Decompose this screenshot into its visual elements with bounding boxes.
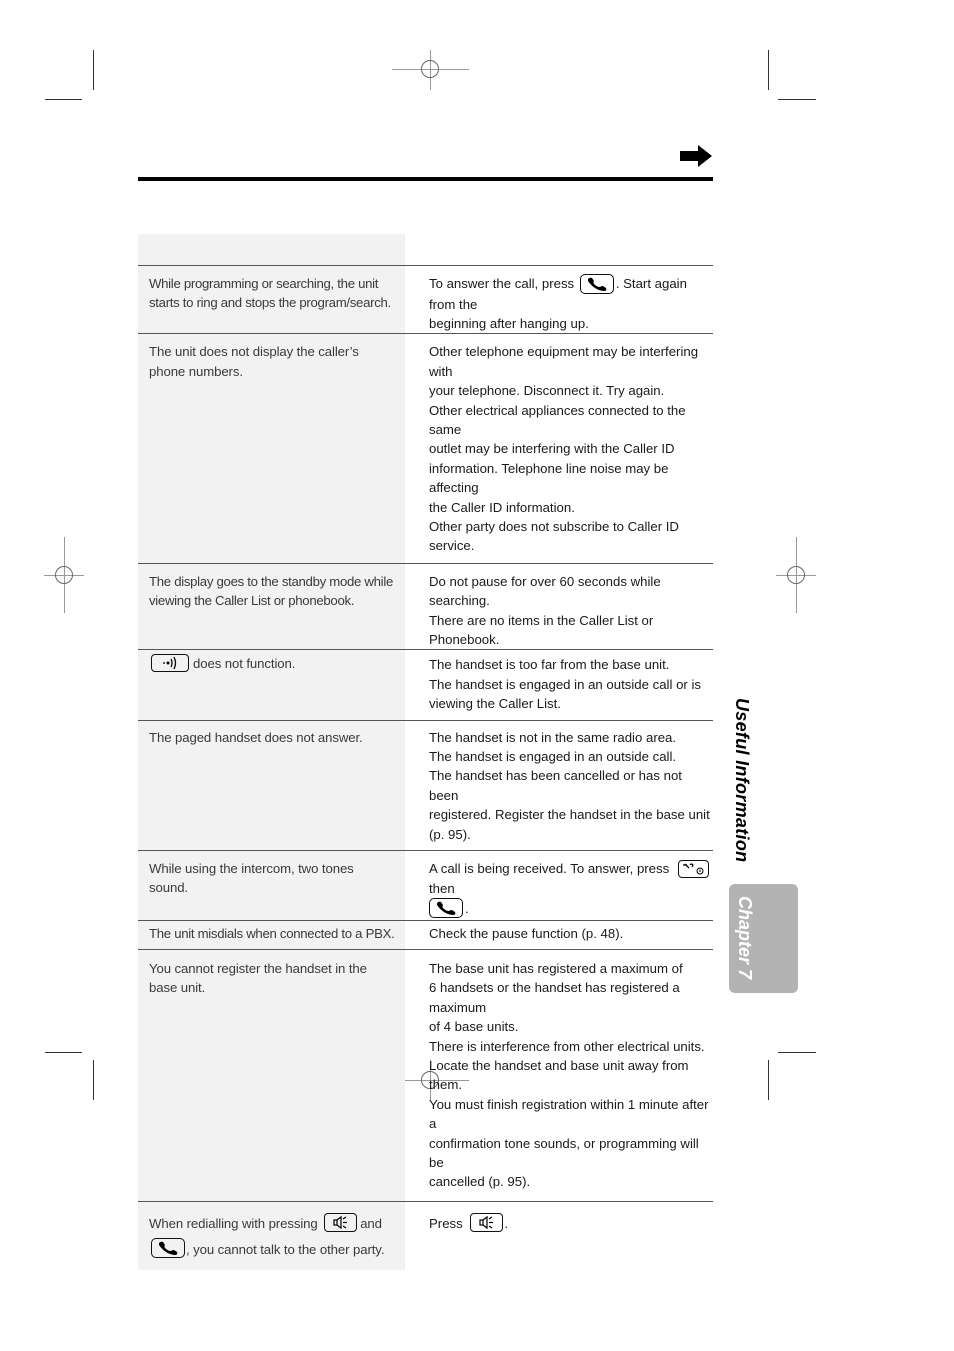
remedy-cell xyxy=(405,334,713,563)
remedy-line: The handset is not in the same radio area. xyxy=(429,729,677,745)
problem-cell xyxy=(138,266,405,334)
problem-cell xyxy=(138,920,405,949)
remedy-cell xyxy=(405,720,713,850)
problem-cell xyxy=(138,1201,405,1270)
chapter-tab: Chapter 7 xyxy=(729,884,798,993)
crop-mark xyxy=(45,1052,82,1053)
crop-mark xyxy=(768,1060,769,1100)
problem-line: The display goes to the standby mode while xyxy=(149,573,393,589)
header-rule xyxy=(138,177,713,181)
table-row xyxy=(138,563,713,650)
remedy-line: Other telephone equipment may be interfering with xyxy=(429,344,699,379)
problem-line: The paged handset does not answer. xyxy=(149,729,363,745)
registration-mark xyxy=(421,60,439,78)
crop-mark xyxy=(93,50,94,90)
crop-mark xyxy=(93,1060,94,1100)
speaker-button-icon xyxy=(470,1213,503,1232)
problem-line: phone numbers. xyxy=(149,363,243,379)
intercom-answer-button-icon xyxy=(678,860,709,878)
remedy-line: the Caller ID information. xyxy=(429,499,575,515)
problem-line: The unit does not display the caller’s xyxy=(149,344,359,360)
problem-line: starts to ring and stops the program/search. xyxy=(149,295,391,311)
registration-mark xyxy=(787,566,805,584)
remedy-line: To answer the call, press . Start again from the xyxy=(429,274,713,314)
remedy-cell xyxy=(405,563,713,650)
problem-line: While using the intercom, two tones xyxy=(149,861,354,877)
talk-button-icon xyxy=(429,898,463,918)
remedy-line: information. Telephone line noise may be affecting xyxy=(429,460,669,496)
problem-column-header xyxy=(138,234,405,266)
problem-line: viewing the Caller List or phonebook. xyxy=(149,593,355,609)
problem-line: The unit misdials when connected to a PBX. xyxy=(149,925,395,941)
problem-line: While programming or searching, the unit xyxy=(149,276,379,291)
problem-cell xyxy=(138,563,405,650)
problem-line: When redialling with pressing and xyxy=(149,1211,399,1237)
table-row xyxy=(138,851,713,920)
crop-mark xyxy=(768,50,769,90)
problem-line: base unit. xyxy=(149,980,206,996)
table-row xyxy=(138,720,713,850)
remedy-cell xyxy=(405,949,713,1201)
table-header-row xyxy=(138,234,713,266)
remedy-line: registered. Register the handset in the base unit xyxy=(429,807,710,823)
remedy-line: beginning after hanging up. xyxy=(429,315,589,331)
remedy-line: 6 handsets or the handset has registered a maximum xyxy=(429,980,680,1015)
remedy-column-header xyxy=(405,234,713,266)
crop-mark xyxy=(778,99,816,100)
remedy-line: confirmation tone sounds, or programming will be xyxy=(429,1135,699,1170)
problem-cell xyxy=(138,650,405,720)
table-row xyxy=(138,949,713,1201)
remedy-line: your telephone. Disconnect it. Try again. xyxy=(429,383,665,399)
crop-mark xyxy=(45,99,82,100)
remedy-line: Other party does not subscribe to Caller ID service. xyxy=(429,518,679,554)
intercom-button-icon xyxy=(151,654,189,672)
remedy-line: cancelled (p. 95). xyxy=(429,1174,531,1190)
remedy-line: . xyxy=(429,899,713,920)
remedy-line: (p. 95). xyxy=(429,826,471,842)
problem-cell xyxy=(138,949,405,1201)
remedy-line: Press . xyxy=(429,1211,713,1237)
table-row xyxy=(138,266,713,334)
remedy-line: The base unit has registered a maximum of xyxy=(429,960,683,976)
troubleshooting-table xyxy=(138,234,713,1270)
problem-line: sound. xyxy=(149,880,188,896)
remedy-line: Locate the handset and base unit away from them. xyxy=(429,1057,689,1093)
remedy-line: The handset has been cancelled or has not been xyxy=(429,768,682,803)
remedy-line: There is interference from other electrical units. xyxy=(429,1038,705,1054)
table-row xyxy=(138,920,713,949)
remedy-line: There are no items in the Caller List or Phonebook. xyxy=(429,612,654,648)
remedy-line: of 4 base units. xyxy=(429,1019,519,1035)
table-row xyxy=(138,650,713,720)
crop-mark xyxy=(778,1052,816,1053)
problem-cell xyxy=(138,720,405,850)
problem-cell xyxy=(138,334,405,563)
remedy-cell xyxy=(405,650,713,720)
registration-mark xyxy=(55,566,73,584)
remedy-line: outlet may be interfering with the Caller ID xyxy=(429,441,675,457)
problem-line: does not function. xyxy=(149,654,399,674)
remedy-cell xyxy=(405,920,713,949)
remedy-cell xyxy=(405,1201,713,1270)
table-row xyxy=(138,1201,713,1270)
remedy-line: Do not pause for over 60 seconds while searching. xyxy=(429,573,661,609)
table-row xyxy=(138,334,713,563)
problem-line: , you cannot talk to the other party. xyxy=(149,1237,399,1263)
remedy-line: The handset is engaged in an outside call or is xyxy=(429,676,701,692)
problem-line: You cannot register the handset in the xyxy=(149,960,367,976)
speaker-button-icon xyxy=(324,1213,357,1232)
remedy-cell xyxy=(405,851,713,920)
remedy-line: Check the pause function (p. 48). xyxy=(429,925,624,941)
section-title: Useful Information xyxy=(732,698,752,863)
remedy-line: The handset is too far from the base unit. xyxy=(429,657,670,673)
remedy-line: The handset is engaged in an outside call. xyxy=(429,749,677,765)
problem-cell xyxy=(138,851,405,920)
remedy-line: You must finish registration within 1 minute after a xyxy=(429,1096,709,1132)
right-arrow-icon xyxy=(680,145,712,167)
talk-button-icon xyxy=(151,1238,185,1258)
remedy-line: A call is being received. To answer, press then xyxy=(429,859,713,898)
remedy-line: viewing the Caller List. xyxy=(429,696,561,712)
talk-button-icon xyxy=(580,274,614,294)
remedy-cell xyxy=(405,266,713,334)
remedy-line: Other electrical appliances connected to the same xyxy=(429,402,686,437)
